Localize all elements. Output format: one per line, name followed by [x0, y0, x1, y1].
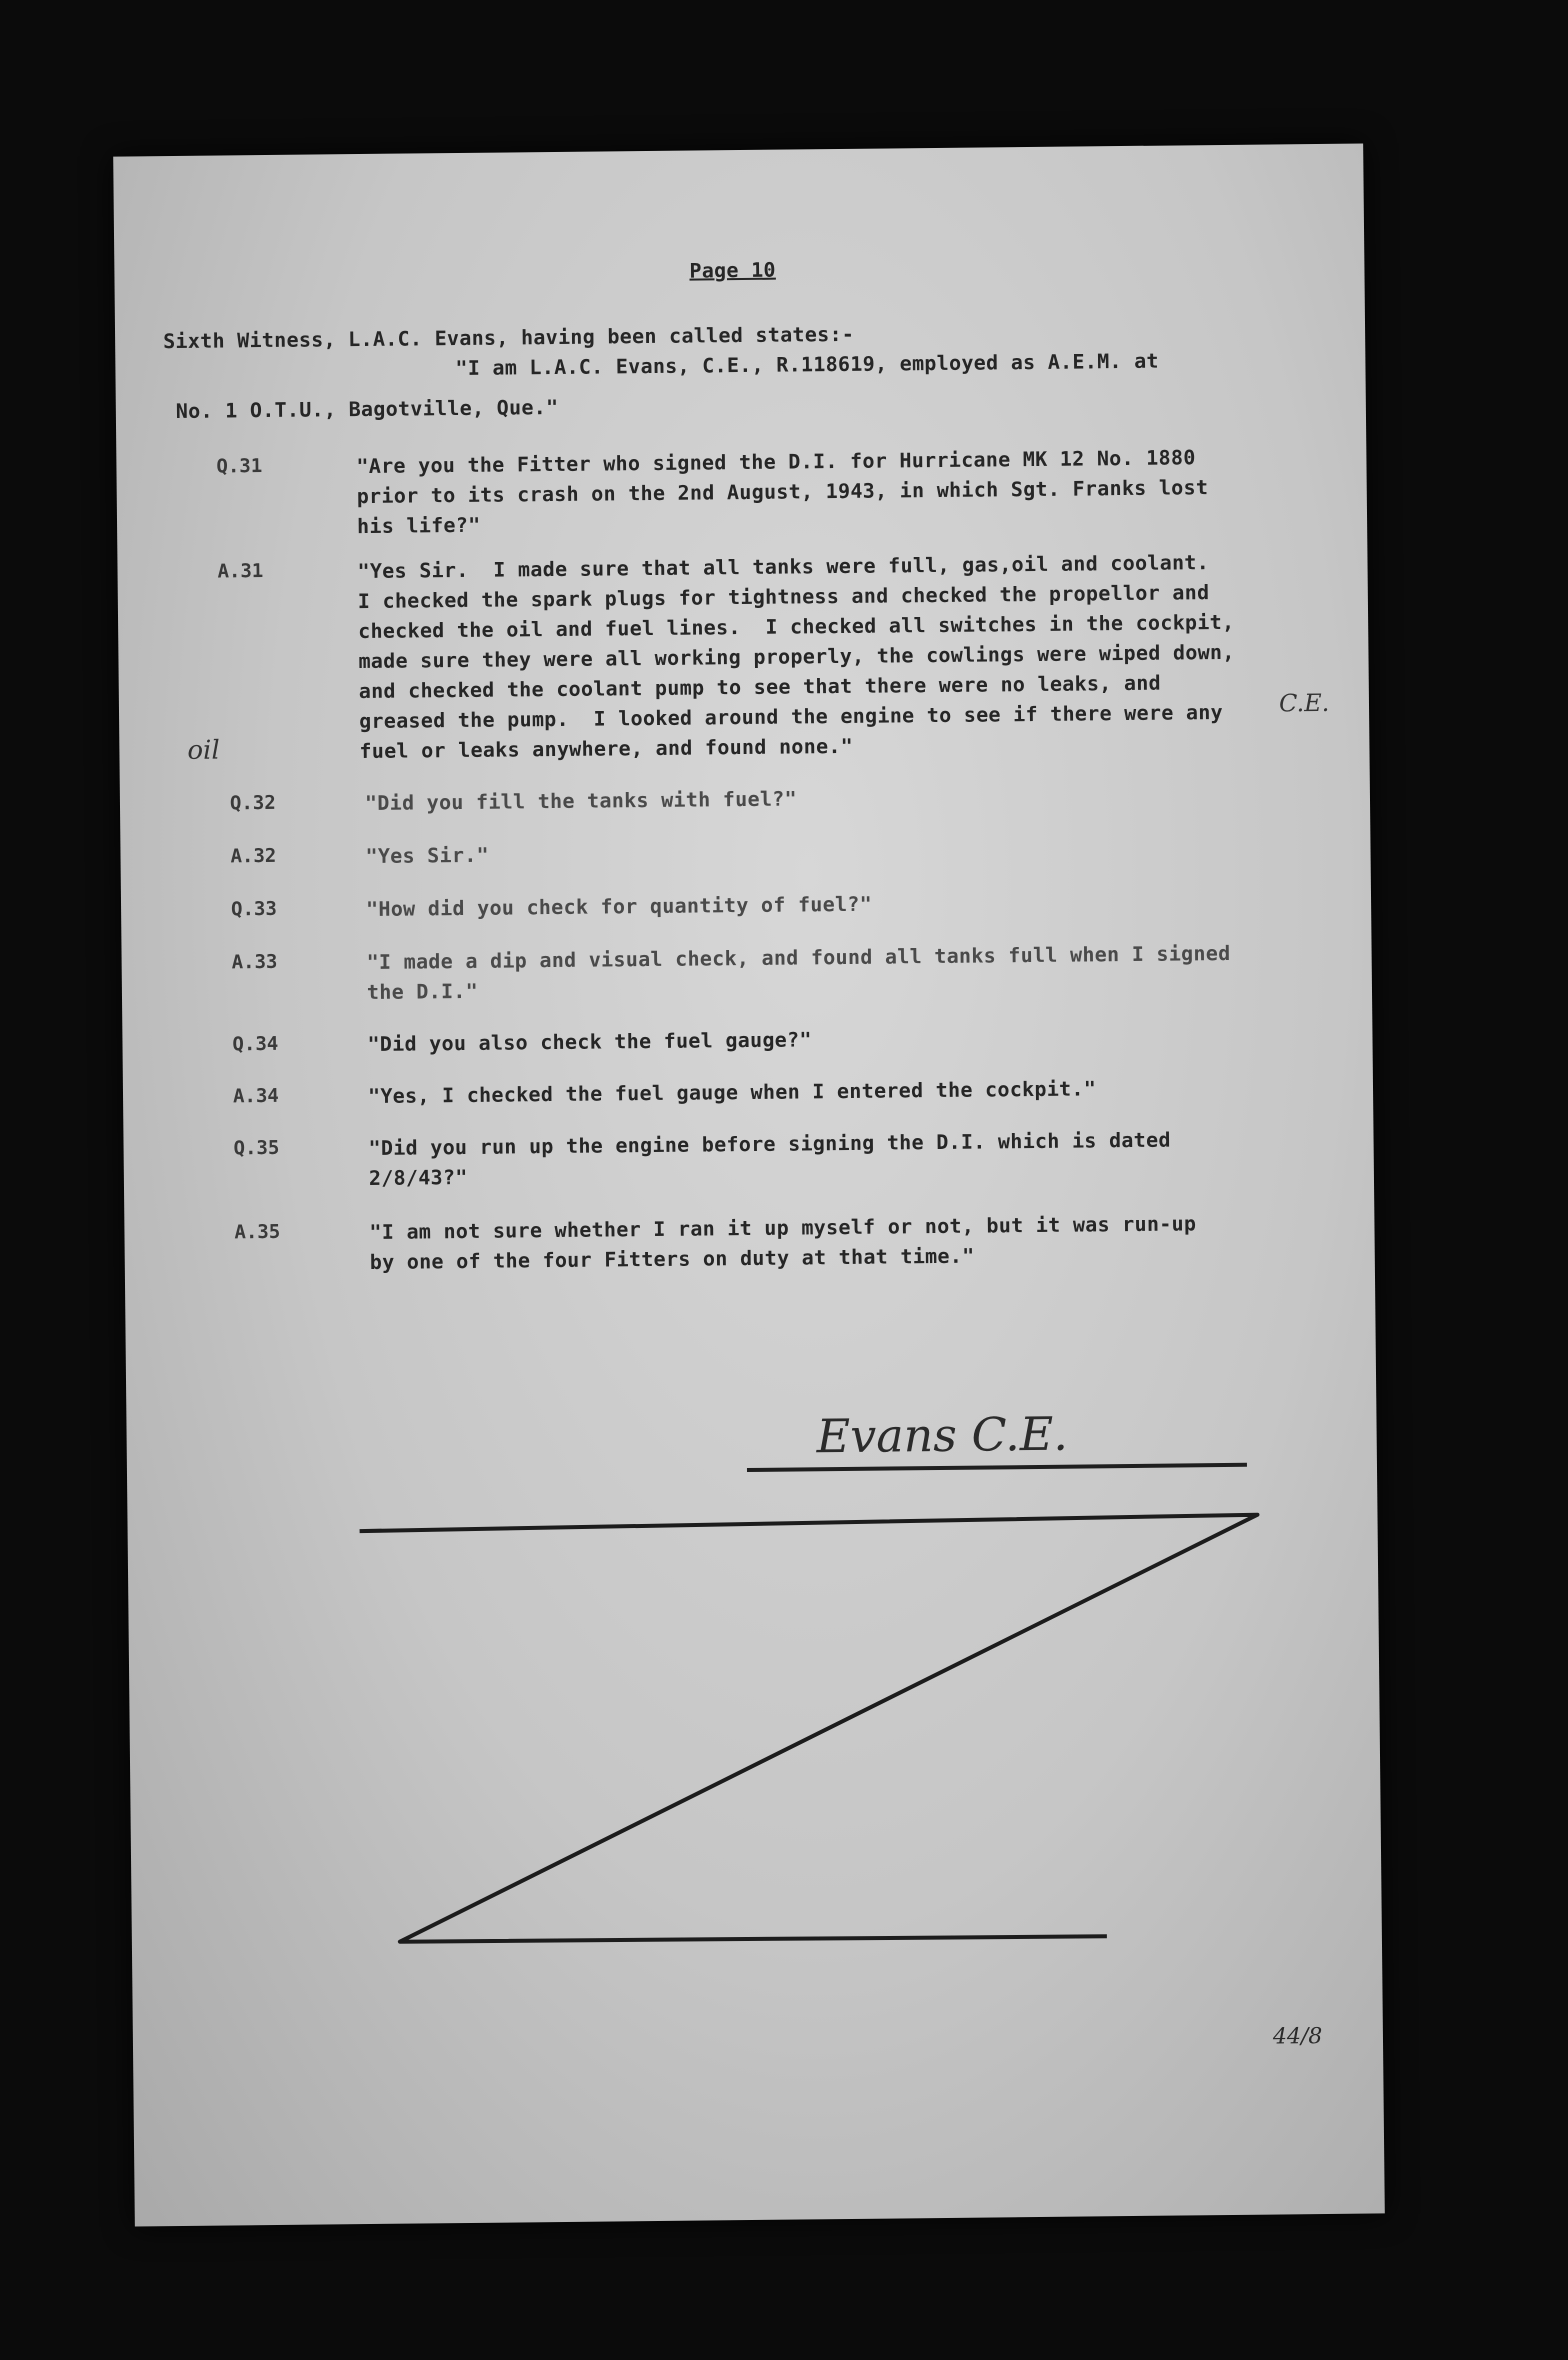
- qa-label-a34: A.34: [232, 1084, 279, 1108]
- qa-a31-line-3: checked the oil and fuel lines. I checked all switches in the cockpit,: [358, 609, 1235, 644]
- qa-a34-line-1: "Yes, I checked the fuel gauge when I entered the cockpit.": [367, 1076, 1097, 1108]
- statement-line-2: No. 1 O.T.U., Bagotville, Que.": [175, 394, 559, 423]
- document-page: [113, 144, 1385, 2227]
- qa-a32-line-1: "Yes Sir.": [365, 842, 490, 868]
- qa-a31-line-7: fuel or leaks anywhere, and found none.": [359, 733, 854, 764]
- qa-label-q31: Q.31: [216, 455, 263, 478]
- margin-initials: C.E.: [1278, 688, 1330, 718]
- qa-q33-line-1: "How did you check for quantity of fuel?": [365, 891, 873, 921]
- corner-mark: 44/8: [1272, 2024, 1323, 2050]
- qa-a33-line-1: "I made a dip and visual check, and found all tanks full when I signed: [366, 940, 1231, 974]
- qa-label-a33: A.33: [231, 950, 278, 974]
- qa-label-a31: A.31: [217, 560, 264, 583]
- qa-a35-line-1: "I am not sure whether I ran it up myself or not, but it was run-up: [369, 1211, 1197, 1244]
- qa-q31-line-2: prior to its crash on the 2nd August, 1943, in which Sgt. Franks lost: [356, 475, 1209, 509]
- qa-label-a35: A.35: [234, 1220, 281, 1244]
- qa-q35-line-2: 2/8/43?": [368, 1164, 468, 1190]
- margin-note-oil: oil: [187, 735, 220, 766]
- qa-a33-line-2: the D.I.": [366, 978, 479, 1004]
- qa-q32-line-1: "Did you fill the tanks with fuel?": [364, 786, 798, 815]
- qa-q31-line-3: his life?": [356, 512, 481, 539]
- qa-label-q32: Q.32: [229, 791, 276, 815]
- qa-a31-line-4: made sure they were all working properly, the cowlings were wiped down,: [358, 639, 1235, 674]
- witness-intro: Sixth Witness, L.A.C. Evans, having been called states:-: [163, 321, 855, 354]
- qa-q35-line-1: "Did you run up the engine before signing the D.I. which is dated: [368, 1127, 1171, 1160]
- qa-label-q35: Q.35: [233, 1136, 280, 1160]
- page-title: Page 10: [689, 257, 776, 283]
- z-cancellation-mark: [113, 144, 1385, 2227]
- qa-a35-line-2: by one of the four Fitters on duty at that time.": [369, 1243, 975, 1274]
- qa-a31-line-2: I checked the spark plugs for tightness and checked the propellor and: [357, 580, 1210, 614]
- qa-a31-line-5: and checked the coolant pump to see that there were no leaks, and: [358, 670, 1162, 704]
- statement-line-1: "I am L.A.C. Evans, C.E., R.118619, employed as A.E.M. at: [455, 348, 1159, 381]
- qa-q31-line-1: "Are you the Fitter who signed the D.I. for Hurricane MK 12 No. 1880: [356, 445, 1196, 479]
- qa-label-q33: Q.33: [230, 897, 277, 921]
- qa-a31-line-6: greased the pump. I looked around the engine to see if there were any: [358, 700, 1224, 734]
- qa-a31-line-1: "Yes Sir. I made sure that all tanks were full, gas,oil and coolant.: [357, 550, 1210, 584]
- handwritten-signature: Evans C.E.: [816, 1406, 1069, 1464]
- qa-label-q34: Q.34: [232, 1032, 279, 1056]
- qa-q34-line-1: "Did you also check the fuel gauge?": [367, 1027, 812, 1056]
- qa-label-a32: A.32: [230, 844, 277, 868]
